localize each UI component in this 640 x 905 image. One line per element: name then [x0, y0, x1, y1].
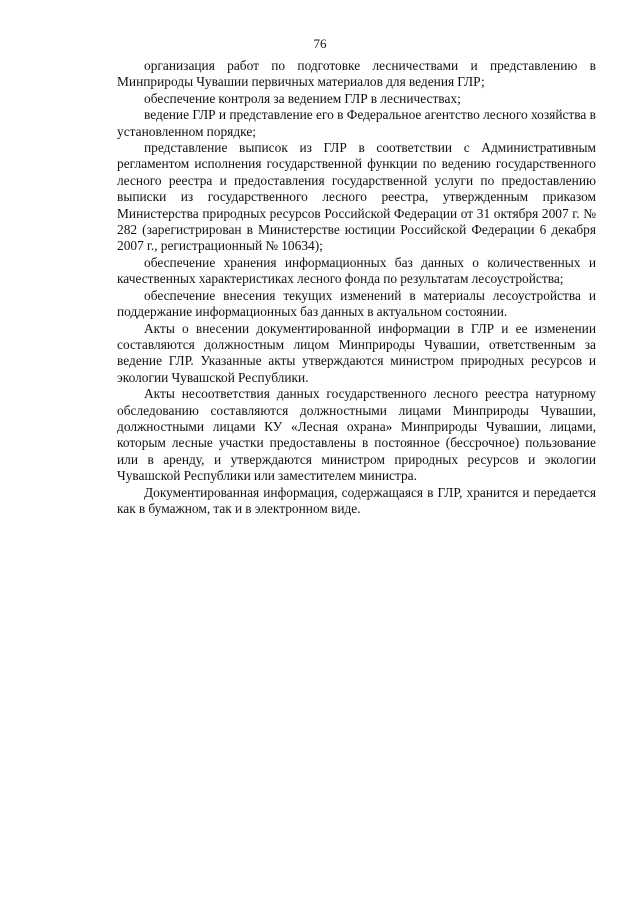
paragraph-6: обеспечение внесения текущих изменений в материалы лесоустройства и поддержание информационных баз данных в актуальном состоянии.: [117, 287, 596, 320]
paragraph-2: обеспечение контроля за ведением ГЛР в лесничествах;: [144, 90, 461, 106]
paragraph-1: организация работ по подготовке лесничествами и представлению в Минприроды Чувашии первичных материалов для ведения ГЛР;: [117, 58, 596, 90]
paragraph-8: Акты несоответствия данных государственного лесного реестра натурному обследованию составляются должностными лицами Минприроды Чувашии, должностными лицами КУ «Лесная охрана» Минприроды Чувашии, лицами, которым лесные участки предоставлены в постоянное (бессрочное) пользование или в аренду, и утверждаются министром природных ресурсов и экологии Чувашской Республики или заместителем министра.: [117, 386, 596, 484]
paragraph-3: ведение ГЛР и представление его в Федеральное агентство лесного хозяйства в установленном порядке;: [117, 107, 596, 139]
page-number: 76: [313, 36, 327, 51]
paragraph-4: представление выписок из ГЛР в соответствии с Административным регламентом исполнения государственной функции по ведению государственного лесного реестра и предоставления государственной услуги по предоставлению выписки из государственного лесного реестра, утвержденным приказом Министерства природных ресурсов Российской Федерации от 31 октября 2007 г. № 282 (зарегистрирован в Министерстве юстиции Российской Федерации 6 декабря 2007 г., регистрационный № 10634);: [117, 140, 596, 254]
paragraph-9: Документированная информация, содержащаяся в ГЛР, хранится и передается как в бумажном, так и в электронном виде.: [117, 484, 596, 516]
document-body: [117, 58, 596, 517]
paragraph-7: Акты о внесении документированной информации в ГЛР и ее изменении составляются должностным лицом Минприроды Чувашии, ответственным за ведение ГЛР. Указанные акты утверждаются министром природных ресурсов и экологии Чувашской Республики.: [117, 320, 596, 385]
paragraph-5: обеспечение хранения информационных баз данных о количественных и качественных характеристиках лесного фонда по результатам лесоустройства;: [117, 254, 596, 287]
